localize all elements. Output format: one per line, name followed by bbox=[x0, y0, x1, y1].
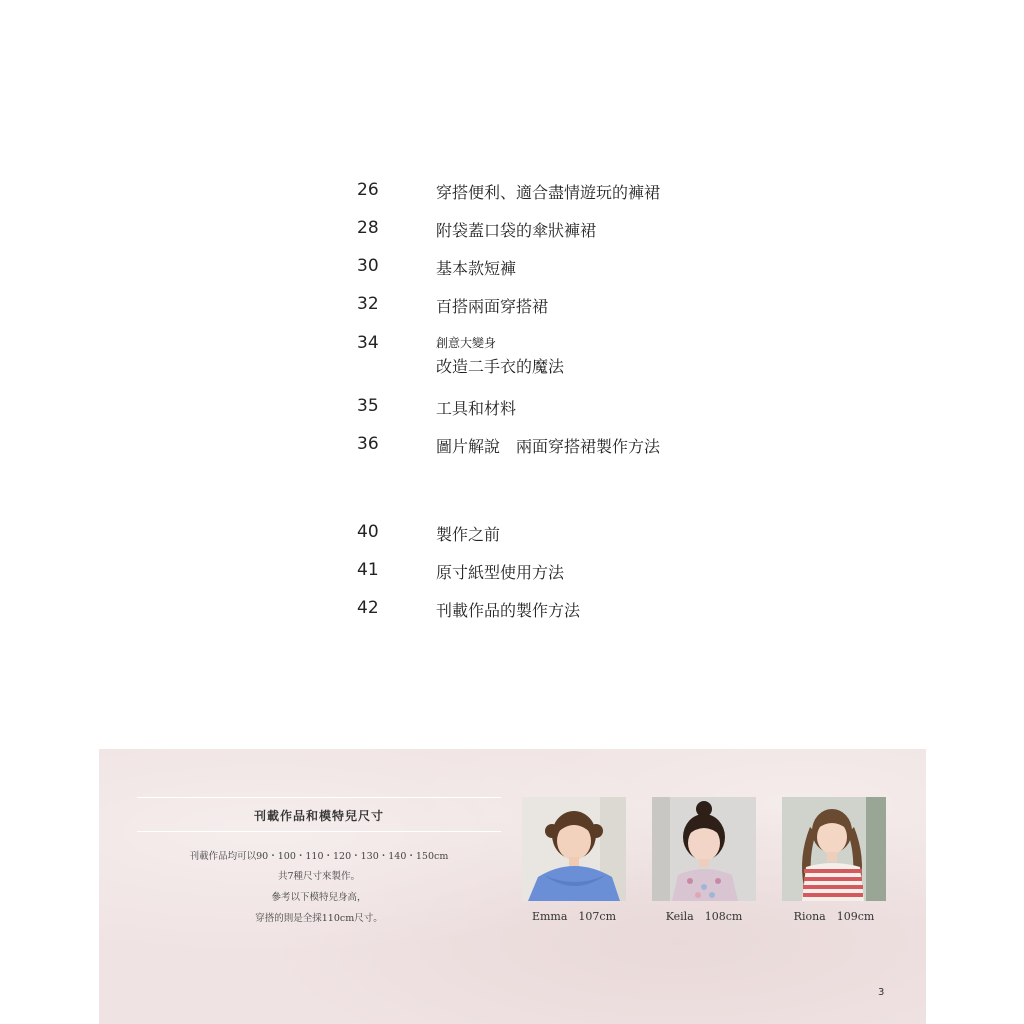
toc-page-number: 40 bbox=[357, 522, 379, 542]
heading-top-rule bbox=[137, 797, 501, 798]
toc-subtitle: 創意大變身 bbox=[436, 336, 497, 350]
size-info-heading: 刊載作品和模特兒尺寸 bbox=[253, 809, 384, 823]
toc-page-number: 34 bbox=[357, 333, 379, 353]
toc-title: 製作之前 bbox=[436, 525, 501, 544]
toc-title: 圖片解說 兩面穿搭裙製作方法 bbox=[436, 437, 661, 456]
toc-title: 穿搭便利、適合盡情遊玩的褲裙 bbox=[436, 183, 661, 202]
size-info-panel bbox=[99, 749, 926, 1024]
size-info-line: 參考以下模特兒身高， bbox=[271, 892, 367, 903]
toc-page-number: 32 bbox=[357, 294, 379, 314]
toc-title: 百搭兩面穿搭裙 bbox=[436, 297, 549, 316]
toc-page-number: 28 bbox=[357, 218, 379, 238]
toc-title: 工具和材料 bbox=[436, 399, 517, 418]
model-caption-keila: Keila 108cm bbox=[665, 910, 743, 923]
toc-title: 基本款短褲 bbox=[436, 259, 517, 278]
toc-page-number: 26 bbox=[357, 180, 379, 200]
child-portrait-illustration bbox=[652, 797, 756, 901]
heading-bottom-rule bbox=[137, 831, 501, 832]
toc-page-number: 36 bbox=[357, 434, 379, 454]
toc-title: 附袋蓋口袋的傘狀褲裙 bbox=[436, 221, 597, 240]
size-info-line: 共7種尺寸來製作。 bbox=[277, 871, 361, 882]
size-info-line: 刊載作品均可以90・100・110・120・130・140・150cm bbox=[189, 851, 449, 862]
toc-page-number: 30 bbox=[357, 256, 379, 276]
toc-title: 原寸紙型使用方法 bbox=[436, 563, 565, 582]
model-photo-keila bbox=[652, 797, 756, 901]
toc-page-number: 35 bbox=[357, 396, 379, 416]
toc-title: 改造二手衣的魔法 bbox=[436, 357, 565, 376]
child-portrait-illustration bbox=[782, 797, 886, 901]
toc-page-number: 42 bbox=[357, 598, 379, 618]
model-photo-riona bbox=[782, 797, 886, 901]
model-photo-emma bbox=[522, 797, 626, 901]
page-number: 3 bbox=[878, 987, 885, 998]
toc-page-number: 41 bbox=[357, 560, 379, 580]
toc-title: 刊載作品的製作方法 bbox=[436, 601, 581, 620]
size-info-line: 穿搭的則是全採110cm尺寸。 bbox=[255, 913, 383, 924]
model-caption-emma: Emma 107cm bbox=[531, 910, 617, 923]
model-caption-riona: Riona 109cm bbox=[793, 910, 875, 923]
child-portrait-illustration bbox=[522, 797, 626, 901]
